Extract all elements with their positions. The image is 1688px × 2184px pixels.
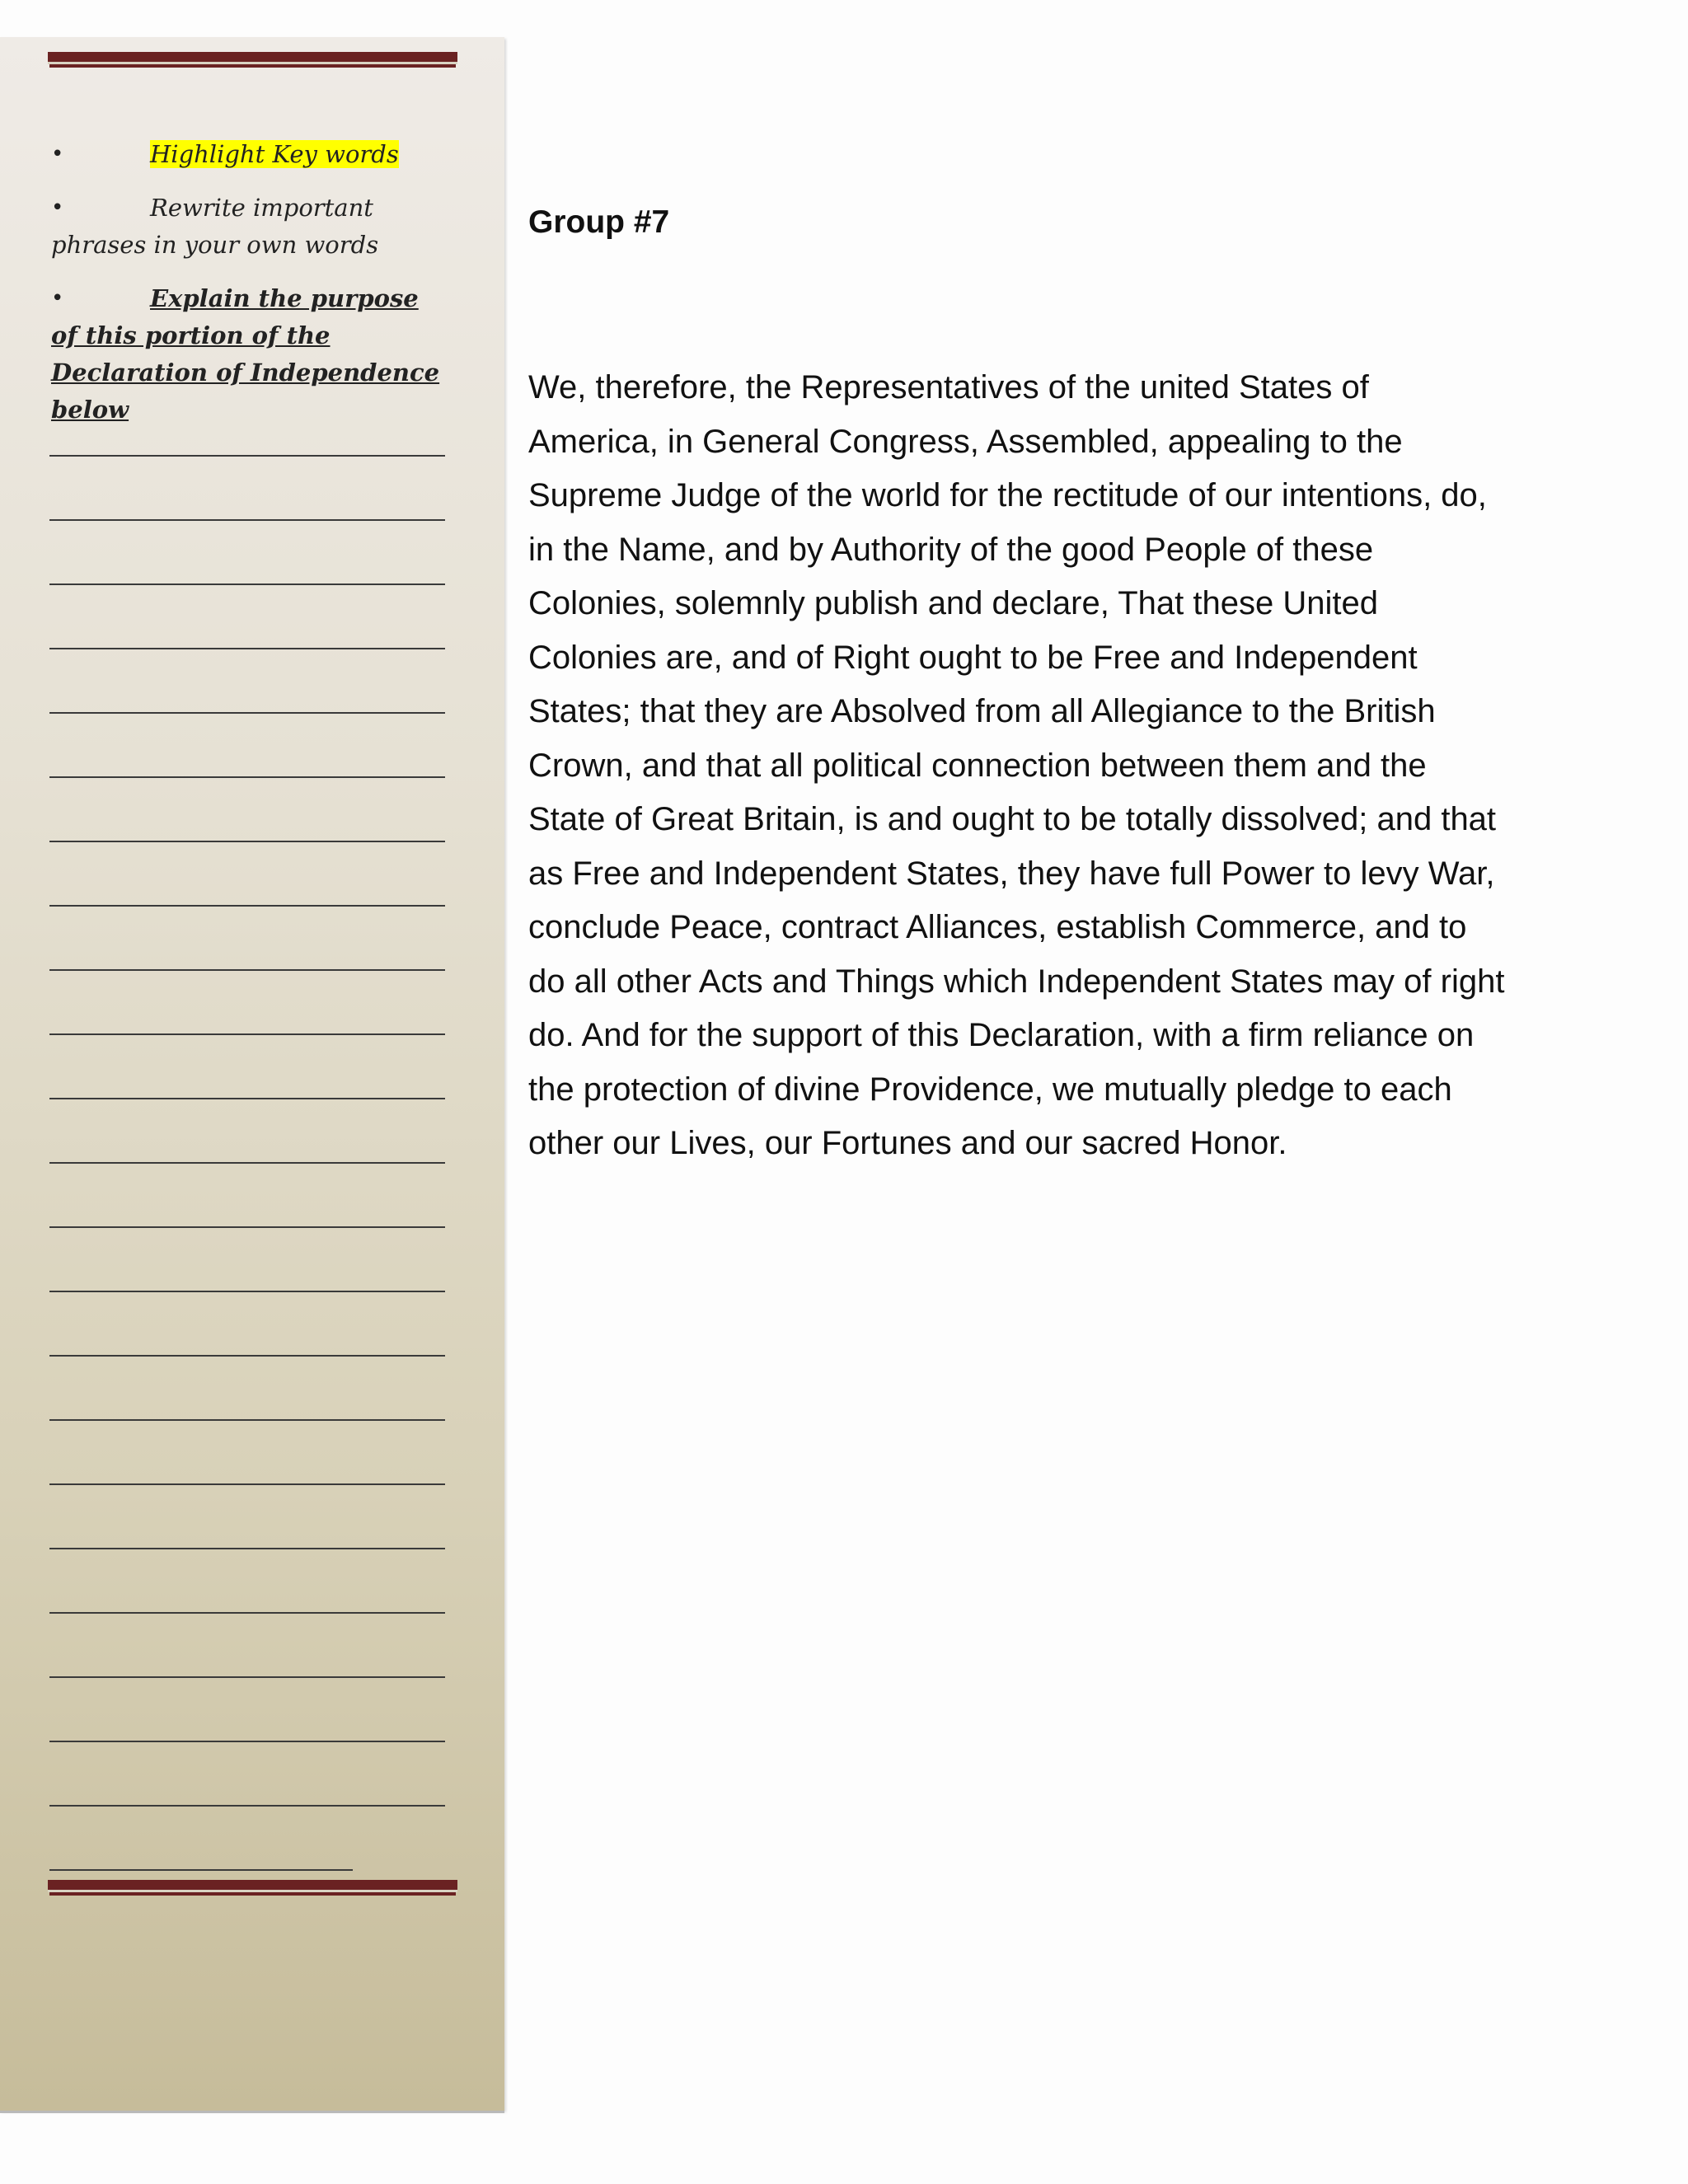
sidebar-bottom-rule [48,1880,457,1892]
writing-line [49,1291,445,1292]
writing-line [49,1548,445,1549]
writing-line [49,519,445,521]
writing-line [49,1612,445,1614]
writing-line [49,1419,445,1421]
writing-line [49,712,445,714]
bullet-marker: • [51,142,64,166]
instruction-text: Rewrite important phrases in your own words [51,194,379,259]
writing-line [49,583,445,585]
writing-line [49,1483,445,1485]
writing-line [49,1676,445,1678]
writing-line [49,841,445,842]
instruction-explain [51,280,447,429]
writing-line [49,776,445,778]
writing-line [49,905,445,907]
declaration-passage: We, therefore, the Representatives of the united States of America, in General Congress, Assembled, appealing to the Supreme Judge of the world for the rectitude of our intentions, do, in the Name, and by Authority of the good People of these Colonies, solemnly publish and declare, That these United Colonies are, and of Right ought to be Free and Independent States; that they are Absolved from all Allegiance to the British Crown, and that all political connection between them and the State of Great Britain, is and ought to be totally dissolved; and that as Free and Independent States, they have full Power to levy War, conclude Peace, contract Alliances, establish Commerce, and to do all other Acts and Things which Independent States may of right do. And for the support of this Declaration, with a firm reliance on the protection of divine Providence, we mutually pledge to each other our Lives, our Fortunes and our sacred Honor. [528,369,1505,1161]
writing-line [49,1741,445,1742]
writing-line [49,455,445,457]
writing-line [49,1805,445,1807]
writing-line [49,1098,445,1099]
writing-line [49,648,445,649]
bullet-marker: • [51,286,64,311]
instruction-text: Highlight Key words [150,140,399,168]
writing-line [49,1355,445,1357]
instruction-list [51,136,447,445]
writing-line [49,1226,445,1228]
writing-line [49,1033,445,1035]
instruction-text: Explain the purpose of this portion of the Declaration of Independence below [51,284,440,424]
group-title: Group #7 [528,204,670,240]
writing-line [49,969,445,971]
instruction-rewrite [51,190,447,264]
writing-line [49,1869,353,1871]
instruction-highlight [51,136,447,173]
bullet-marker: • [51,195,64,220]
sidebar-top-rule [48,52,457,64]
writing-line [49,1162,445,1164]
sidebar-bottom-border [0,2111,504,2113]
